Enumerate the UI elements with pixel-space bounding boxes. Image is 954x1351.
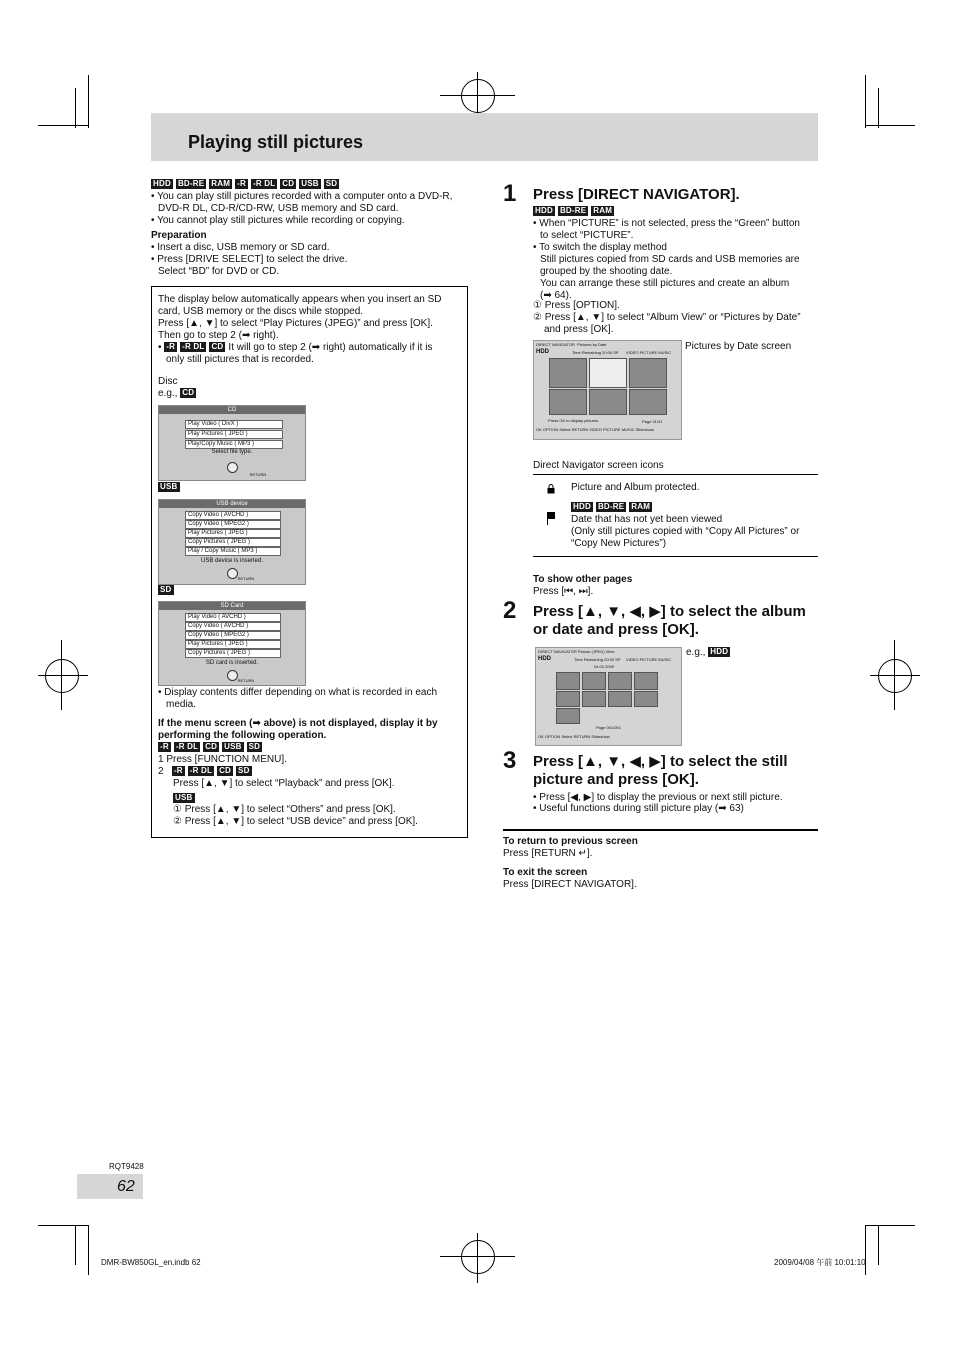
screen-header: DIRECT NAVIGATOR Picture (JPEG) View xyxy=(538,649,615,654)
op-usb-2: ② Press [▲, ▼] to select “USB device” and press [OK]. xyxy=(173,816,418,827)
screen-footer: OK OPTION Select RETURN Slideshow xyxy=(538,734,610,739)
screen-footer: OK OPTION Select RETURN VIDEO PICTURE MUSIC Slideshow xyxy=(536,427,654,432)
prep-line-2: • Press [DRIVE SELECT] to select the drive. xyxy=(151,254,348,265)
disc-label: Disc xyxy=(158,376,178,387)
box-auto-line-2: only still pictures that is recorded. xyxy=(166,354,314,365)
cd-menu-title: CD xyxy=(159,406,305,414)
op-step-1: 1 Press [FUNCTION MENU]. xyxy=(158,754,287,765)
intro-bullet-1: • You can play still pictures recorded with a computer onto a DVD-R, xyxy=(151,191,453,202)
return-text: Press [RETURN ↵]. xyxy=(503,848,593,859)
album-date: 04.02.2009 xyxy=(594,664,615,669)
usb-menu-title: USB device xyxy=(159,500,305,508)
picture-thumbnail[interactable] xyxy=(582,672,606,690)
step-3-number: 3 xyxy=(503,747,517,774)
sd-menu-title: SD Card xyxy=(159,602,305,610)
step-2-title-1: Press [▲, ▼, ◀, ▶] to select the album xyxy=(533,603,806,620)
usb-menu-item[interactable]: Copy Video ( MPEG2 ) xyxy=(185,520,281,529)
tab-video[interactable]: VIDEO xyxy=(626,350,639,355)
picture-thumbnail[interactable] xyxy=(589,358,627,388)
if-heading-2: performing the following operation. xyxy=(158,730,327,741)
box-line-3: Press [▲, ▼] to select “Play Pictures (JPEG)” and press [OK]. xyxy=(158,318,433,329)
picture-thumbnail[interactable] xyxy=(634,672,658,690)
picture-thumbnail[interactable] xyxy=(582,691,606,707)
picture-view-screen xyxy=(535,647,682,746)
return-heading: To return to previous screen xyxy=(503,836,638,847)
cd-menu-item[interactable]: Play Video ( DivX ) xyxy=(185,420,283,429)
picture-thumbnail[interactable] xyxy=(608,691,632,707)
tab-picture[interactable]: PICTURE xyxy=(639,657,658,662)
step-1-line: (➡ 64). xyxy=(540,290,572,301)
page-title: Playing still pictures xyxy=(188,132,364,152)
lock-icon xyxy=(547,484,555,494)
step-1-line: grouped by the shooting date. xyxy=(540,266,673,277)
box-line-4: Then go to step 2 (➡ right). xyxy=(158,330,279,341)
icon-row-1-text: Picture and Album protected. xyxy=(571,482,700,493)
return-label: RETURN xyxy=(249,472,267,477)
if-heading-1: If the menu screen (➡ above) is not displayed, display it by xyxy=(158,718,438,729)
picture-thumbnail[interactable] xyxy=(549,358,587,388)
hdd-drive-label: HDD xyxy=(538,656,551,662)
flag-icon xyxy=(546,511,556,525)
tag-r: -R xyxy=(237,179,246,189)
sd-menu-item[interactable]: Copy Pictures ( JPEG ) xyxy=(185,649,281,658)
tag-cd: CD xyxy=(282,179,295,189)
step-1-line: and press [OK]. xyxy=(544,324,614,335)
step-3-bullet: • Useful functions during still picture play (➡ 63) xyxy=(533,803,744,814)
icon-row-2-line: Date that has not yet been viewed xyxy=(571,514,723,525)
cd-menu-screen xyxy=(158,405,306,481)
op-usb-1: ① Press [▲, ▼] to select “Others” and press [OK]. xyxy=(173,804,396,815)
tag-sd: SD xyxy=(325,179,338,189)
screen-header: DIRECT NAVIGATOR Pictures by Date xyxy=(536,342,607,347)
note-line-2: media. xyxy=(166,699,197,710)
op-usb-tag: USB xyxy=(175,793,193,803)
box-line-2: card, USB memory or the discs while stopped. xyxy=(158,306,364,317)
picture-thumbnail[interactable] xyxy=(589,389,627,415)
divider xyxy=(533,556,818,557)
intro-bullet-2: • You cannot play still pictures while recording or copying. xyxy=(151,215,405,226)
prep-line-3: Select “BD” for DVD or CD. xyxy=(158,266,280,277)
tag-bd-re: BD-RE xyxy=(177,179,205,189)
icon-row-2-tags: HDD BD-RE RAM xyxy=(573,502,651,512)
usb-menu-item[interactable]: Play / Copy Music ( MP3 ) xyxy=(185,547,281,556)
step-1-line: to select “PICTURE”. xyxy=(540,230,634,241)
exit-text: Press [DIRECT NAVIGATOR]. xyxy=(503,879,637,890)
intro-bullet-1-cont: DVD-R DL, CD-R/CD-RW, USB memory and SD card. xyxy=(158,203,399,214)
step-1-tags: HDD BD-RE RAM xyxy=(535,206,613,216)
screen-tabs xyxy=(626,350,671,355)
divider xyxy=(533,474,818,475)
icons-heading: Direct Navigator screen icons xyxy=(533,460,664,471)
tag-r-dl: -R DL xyxy=(252,179,276,189)
cd-menu-status: Select file type. xyxy=(211,449,253,455)
doc-code: RQT9428 xyxy=(109,1162,144,1171)
op-step-2-tags: 2 -R -R DL CD SD xyxy=(158,766,250,777)
file-name: DMR-BW850GL_en.indb 62 xyxy=(101,1258,201,1267)
time-remaining: Time Remaining 20:00 SP xyxy=(572,350,619,355)
other-pages-text: Press [⏮, ⏭]. xyxy=(533,586,594,597)
step-1-line: • To switch the display method xyxy=(533,242,667,253)
tab-video[interactable]: VIDEO xyxy=(626,657,639,662)
sd-menu-item[interactable]: Play Video ( AVCHD ) xyxy=(185,613,281,622)
time-remaining: Time Remaining 20:00 SP xyxy=(574,657,621,662)
tag-usb: USB xyxy=(301,179,319,189)
usb-tag: USB xyxy=(160,482,178,492)
step-1-number: 1 xyxy=(503,180,517,207)
note-line-1: • Display contents differ depending on what is recorded in each xyxy=(158,687,438,698)
op-step-2-text: Press [▲, ▼] to select “Playback” and press [OK]. xyxy=(173,778,395,789)
picture-thumbnail[interactable] xyxy=(629,389,667,415)
divider xyxy=(503,829,818,831)
usb-menu-item[interactable]: Play Pictures ( JPEG ) xyxy=(185,529,281,538)
screen-tabs xyxy=(626,657,671,662)
page-indicator: Page 01/01 xyxy=(642,419,663,424)
step-2-title-2: or date and press [OK]. xyxy=(533,621,699,638)
exit-heading: To exit the screen xyxy=(503,867,588,878)
screen-hint: Press OK to display pictures. xyxy=(548,418,600,423)
sd-menu-status: SD card is inserted. xyxy=(205,660,259,666)
tab-music[interactable]: MUSIC xyxy=(658,657,672,662)
step-2-eg: e.g., HDD xyxy=(686,647,729,658)
prep-line-1: • Insert a disc, USB memory or SD card. xyxy=(151,242,330,253)
step-1-line: Still pictures copied from SD cards and USB memories are xyxy=(540,254,800,265)
picture-thumbnail[interactable] xyxy=(556,672,580,690)
step-1-line: • When “PICTURE” is not selected, press the “Green” button xyxy=(533,218,800,229)
hdd-drive-label: HDD xyxy=(536,349,549,355)
page-indicator: Page 001/001 xyxy=(596,725,621,730)
usb-menu-item[interactable]: Copy Pictures ( JPEG ) xyxy=(185,538,281,547)
tab-music[interactable]: MUSIC xyxy=(658,350,672,355)
sd-menu-item[interactable]: Copy Video ( AVCHD ) xyxy=(185,622,281,631)
tag-ram: RAM xyxy=(211,179,231,189)
timestamp: 2009/04/08 午前 10:01:10 xyxy=(774,1258,866,1267)
icon-row-2-line: “Copy New Pictures”) xyxy=(571,538,667,549)
sd-menu-screen xyxy=(158,601,306,686)
picture-thumbnail[interactable] xyxy=(629,358,667,388)
step-3-title-2: picture and press [OK]. xyxy=(533,771,699,788)
picture-thumbnail[interactable] xyxy=(608,672,632,690)
pictures-by-date-screen xyxy=(533,340,682,440)
if-tags: -R -R DL CD USB SD xyxy=(160,742,261,752)
picture-thumbnail[interactable] xyxy=(556,691,580,707)
return-label: RETURN xyxy=(237,576,255,581)
preparation-heading: Preparation xyxy=(151,230,207,241)
cd-menu-item[interactable]: Play Pictures ( JPEG ) xyxy=(185,430,283,439)
box-line-1: The display below automatically appears when you insert an SD xyxy=(158,294,442,305)
picture-thumbnail[interactable] xyxy=(549,389,587,415)
usb-menu-screen xyxy=(158,499,306,585)
step-2-number: 2 xyxy=(503,597,517,624)
tab-picture[interactable]: PICTURE xyxy=(639,350,658,355)
sd-menu-item[interactable]: Copy Video ( MPEG2 ) xyxy=(185,631,281,640)
screen-caption: Pictures by Date screen xyxy=(685,341,792,352)
media-tags-top xyxy=(151,179,342,191)
step-1-line: You can arrange these still pictures and create an album xyxy=(540,278,790,289)
other-pages-heading: To show other pages xyxy=(533,574,633,585)
picture-thumbnail[interactable] xyxy=(556,708,580,724)
step-1-line: ① Press [OPTION]. xyxy=(533,300,620,311)
box-auto-line: • -R -R DL CD It will go to step 2 (➡ right) automatically if it is xyxy=(158,342,433,353)
step-1-line: ② Press [▲, ▼] to select “Album View” or “Pictures by Date” xyxy=(533,312,801,323)
eg-label: e.g., CD xyxy=(158,388,195,399)
return-label: RETURN xyxy=(237,678,255,683)
sd-menu-item[interactable]: Play Pictures ( JPEG ) xyxy=(185,640,281,649)
step-3-bullet: • Press [◀, ▶] to display the previous or next still picture. xyxy=(533,792,783,803)
cd-menu-item[interactable]: Play/Copy Music ( MP3 ) xyxy=(185,440,283,449)
picture-thumbnail[interactable] xyxy=(634,691,658,707)
usb-menu-item[interactable]: Copy Video ( AVCHD ) xyxy=(185,511,281,520)
icon-row-2-line: (Only still pictures copied with “Copy All Pictures” or xyxy=(571,526,800,537)
page-number: 62 xyxy=(117,1178,135,1195)
step-1-title: Press [DIRECT NAVIGATOR]. xyxy=(533,186,740,203)
usb-menu-status: USB device is inserted. xyxy=(200,558,264,564)
tag-hdd: HDD xyxy=(153,179,171,189)
step-3-title-1: Press [▲, ▼, ◀, ▶] to select the still xyxy=(533,753,788,770)
sd-tag: SD xyxy=(160,585,172,595)
